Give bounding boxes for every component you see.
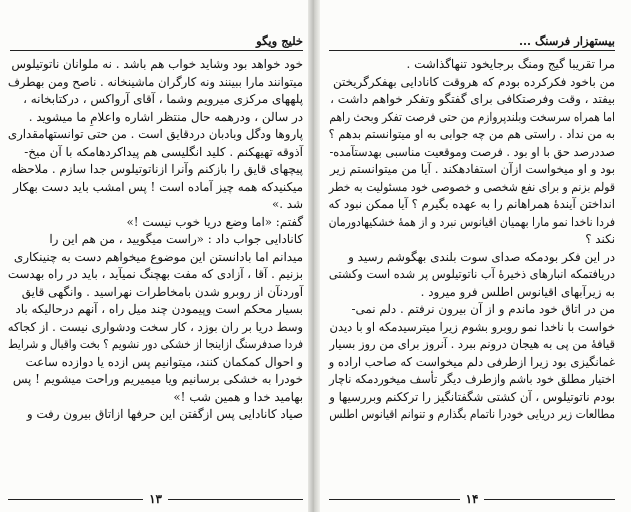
- body-text: [329, 56, 615, 424]
- text-line: اما همراه سرسخت وبلندپروازم من حتی فرصت تفکر وبحث راهم: [329, 109, 615, 124]
- text-line: وسط دریا بر ران بوزد ، کار سخت ودشواری نیست . از کجاکه: [7, 319, 303, 334]
- text-line: خواست با ناخدا نمو روبرو بشوم زیرا میترسیدمکه او با دیدن: [329, 319, 615, 334]
- folio-rule: [8, 499, 143, 500]
- running-header: بیستهزار فرسنگ ...: [518, 34, 615, 48]
- text-line: به زیرآبهای اقیانوس اطلس فرو میرود .: [420, 284, 615, 299]
- running-header: خلیج ویگو: [256, 34, 303, 48]
- text-line: بیفتد ، وقت وفرصتکافی برای گفتگو وتفکر خواهم داشت ،: [330, 92, 615, 106]
- folio-row: [329, 490, 615, 508]
- text-line: فردا ناخدا نمو مارا بهمیان اقیانوس نبرد و از همهٔ خشکیهادورمان: [328, 214, 615, 229]
- text-line: من باخود فکرکرده بودم که هروقت کانادایی بهفکرگریختن: [332, 74, 615, 89]
- text-line: پلههای مرکزی میرویم وشما ، آقای آرواکس ، درکتابخانه ،: [23, 92, 303, 106]
- folio-rule: [329, 499, 460, 500]
- text-line: بود و او میخواست ازآن استفادهکند . آیا من میتوانستم زیر: [329, 162, 615, 176]
- text-line: دریافتمکه انبارهای ذخیرهٔ آب ناتوتیلوس پر شده است وکشتی: [328, 267, 615, 281]
- text-line: قولم بزنم و برای نفع شخصی و خصوصی خود مسئولیت به خطر: [328, 179, 615, 194]
- text-line: آذوقه تهیهکنم . کلید انگلیسی هم پیداکردهامکه با آن میخ-: [24, 144, 303, 159]
- text-line: و احوال کمکمان کنند، میتوانیم پس ازده یا دوازده ساعت: [25, 354, 303, 369]
- text-line: میکنیدکه همه چیز آماده است ! پس امشب باید دست بهکار: [13, 179, 303, 194]
- left-page: [0, 0, 312, 512]
- text-line: فردا صدفرسنگ ازاینجا از خشکی دور نشویم ؟ بخت واقبال و شرایط: [8, 337, 303, 351]
- text-line: به من نداد . راستی هم من چه جوابی به او میتوانستم بدهم ؟: [328, 127, 615, 141]
- body-text: [8, 56, 303, 424]
- text-line: انداختن آیندهٔ همراهانم را به عهده بگیرم ؟ آیا ممکن نبود که: [328, 197, 615, 211]
- header-rule: [10, 50, 303, 51]
- text-line: اختیار مطلق خود باشم وازطرف دیگر تأسف میخوردمکه ناچار: [329, 372, 615, 386]
- text-line: مرا تقریبا گیج ومنگ برجایخود تنهاگذاشت .: [406, 57, 615, 71]
- text-line: گفتم: «اما وضع دریا خوب نیست !»: [126, 214, 303, 229]
- text-line: بسیار محکم است وپیمودن چند میل راه ، آنهم درحالیکه باد: [15, 302, 303, 316]
- text-line: مطالعات زیر دریایی خودرا ناتمام بگذارم و تنوانم اقیانوس اطلس: [329, 407, 615, 421]
- folio-row: [8, 490, 303, 508]
- text-line: شد .»: [271, 197, 303, 211]
- text-line: میدانم اما بادانستن این موضوع میخواهم دست به چنینکاری: [13, 249, 303, 264]
- folio-rule: [168, 499, 303, 500]
- book-gutter: [308, 0, 320, 512]
- header-rule: [329, 50, 615, 51]
- text-line: بهامید خدا و همین شب !»: [173, 389, 303, 404]
- folio-rule: [484, 499, 615, 500]
- text-line: پاروها ودگل وبادبان دردقایق است . من حتی توانستهامقداری: [7, 127, 303, 141]
- text-line: صددرصد حق با او بود . فرصت وموقعیت مناسبی بهدستآمده-: [329, 144, 615, 159]
- text-line: بودم ناتوتیلوس ، آن کشتی شگفتانگیز را ترککنم وبررسیها و: [329, 389, 615, 404]
- text-line: نکند ؟: [585, 232, 615, 246]
- text-line: صیاد کانادایی پس ازگفتن این حرفها ازاتاق بیرون رفت و: [26, 407, 303, 421]
- text-line: آوردنآن از روبرو شدن بامخاطرات نهراسید . وانگهی قایق: [21, 284, 303, 299]
- text-line: غمانگیزی بود زیرا ازطرفی دلم میخواست که صاحب اراده و: [328, 354, 615, 369]
- text-line: در سالن ، ودرهمه حال منتظر اشاره واعلامِ ما میشوید .: [28, 109, 303, 124]
- page-number: ۱۳: [149, 492, 162, 506]
- text-line: بزنیم . آقا ، آزادی که مفت بهچنگ نمیآید ، باید در راه بهدست: [7, 267, 304, 281]
- text-line: در این فکر بودمکه صدای سوت بلندی بهگوشم رسید و: [348, 249, 615, 264]
- text-line: کانادایی جواب داد : «راست میگویید ، من هم این را: [49, 232, 303, 246]
- text-line: میتوانند مارا ببینند ونه کارگران ماشینخانه . ناصح ومن بهطرف: [7, 74, 303, 89]
- text-line: من در اتاق خود ماندم و از آن بیرون نرفتم . دلم نمی-: [351, 302, 615, 316]
- page-number: ۱۴: [465, 492, 479, 506]
- right-page: [316, 0, 631, 512]
- text-line: خود خواهد بود وشاید خواب هم باشد . نه ملوانان ناتوتیلوس: [11, 57, 303, 71]
- text-line: قیافهٔ من پی به هیجان درونم ببرد . آنروز برای من روز بسیار: [329, 337, 615, 351]
- text-line: پیچهای قایق را بازکنم وآنرا ازناتوتیلوس جدا سازم . ملاحظه: [11, 162, 303, 176]
- text-line: خودرا به خشکی برسانیم ویا میمیریم وراحت میشویم ! پس: [12, 372, 303, 386]
